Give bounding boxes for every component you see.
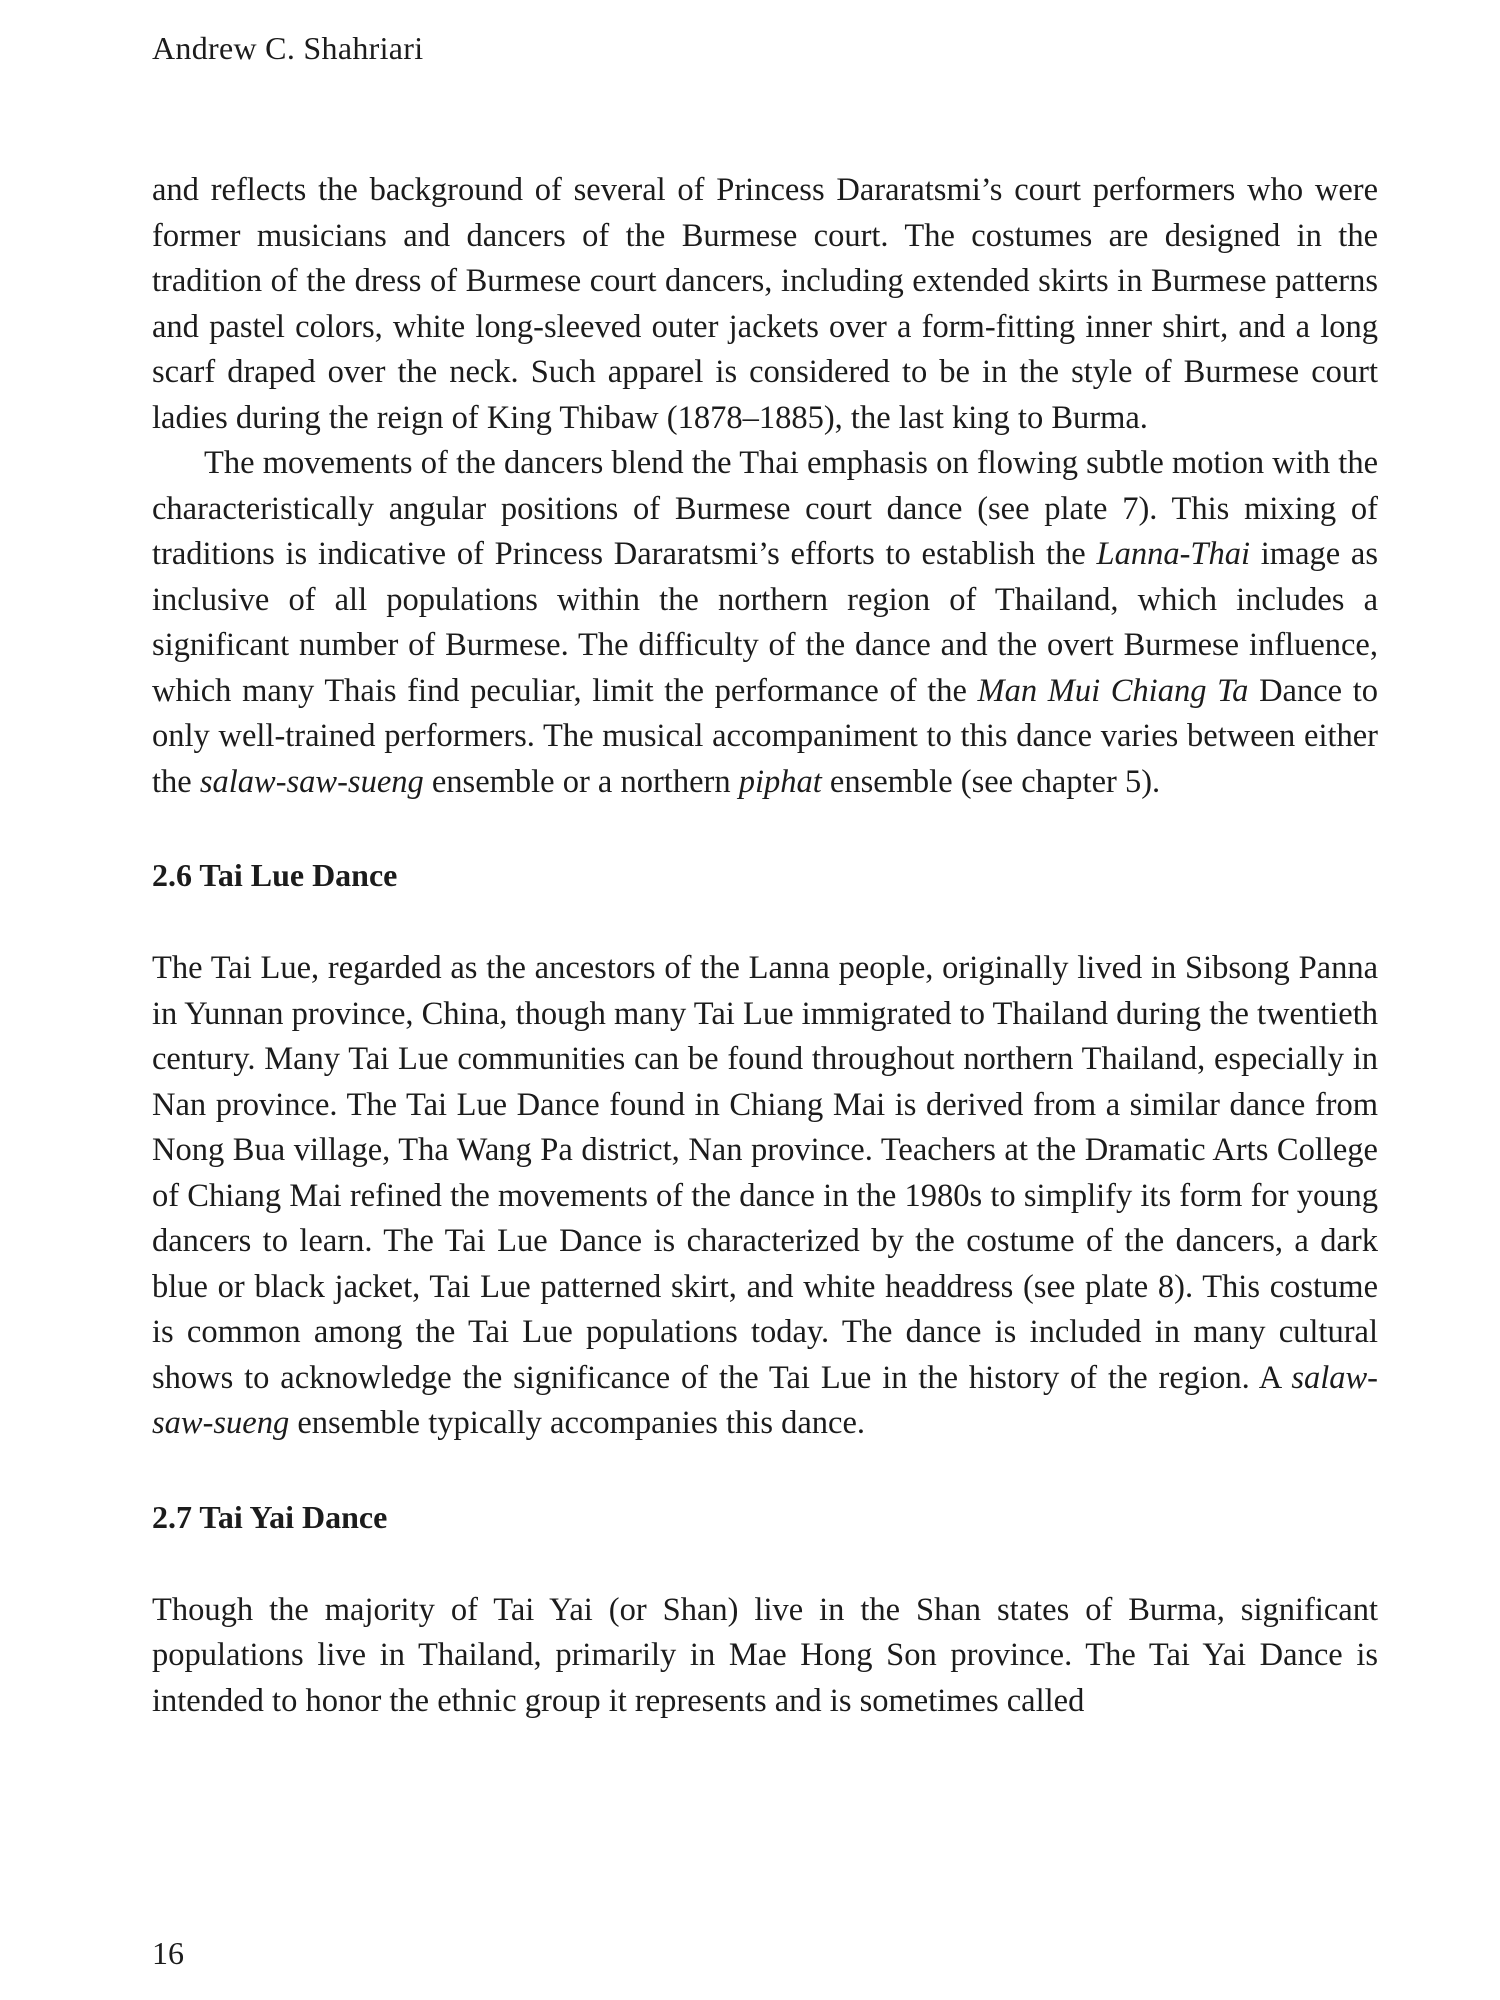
paragraph-burmese-costume: and reflects the background of several of Princess Dararatsmi’s court performers who were former musicians and dancers of the Burmese court. The costumes are designed in the tradition of the dress of Burmese court dancers, including extended skirts in Burmese patterns and pastel colors, white long-sleeved outer jackets over a form-fitting inner shirt, and a long scarf draped over the neck. Such apparel is considered to be in the style of Burmese court ladies during the reign of King Thibaw (1878–1885), the last king to Burma. bbox=[152, 172, 1378, 436]
italic-term-salaw-saw-sueng: salaw-saw-sueng bbox=[152, 1359, 1378, 1441]
book-page bbox=[152, 0, 1378, 2000]
italic-term-piphat: piphat bbox=[738, 763, 822, 800]
running-head-author: Andrew C. Shahriari bbox=[152, 30, 424, 66]
paragraph-tai-yai: Though the majority of Tai Yai (or Shan) live in the Shan states of Burma, significant populations live in Thailand, primarily in Mae Hong Son province. The Tai Yai Dance is intended to honor the ethnic group it represents and is sometimes called bbox=[152, 1591, 1378, 1719]
text-run: ensemble typically accompanies this dance. bbox=[289, 1405, 865, 1441]
text-run: image as inclusive of all populations within the northern region of Thailand, which includes a significant number of Burmese. The difficulty of the dance and the overt Burmese influence, which many Thais find peculiar, limit the performance of the bbox=[152, 536, 1378, 709]
body-text bbox=[152, 168, 1378, 1724]
text-run: ensemble (see chapter 5). bbox=[821, 763, 1161, 800]
italic-term-man-mui-chiang-ta: Man Mui Chiang Ta bbox=[977, 672, 1249, 709]
section-heading-tai-yai: 2.7 Tai Yai Dance bbox=[152, 1498, 388, 1535]
text-run: The Tai Lue, regarded as the ancestors of the Lanna people, originally lived in Sibsong Panna in Yunnan province, China, though many Tai Lue immigrated to Thailand during the twentieth century. Many Tai Lue communities can be found throughout northern Thailand, especially in Nan province. The Tai Lue Dance found in Chiang Mai is derived from a similar dance from Nong Bua village, Tha Wang Pa district, Nan province. Teachers at the Dramatic Arts College of Chiang Mai refined the movements of the dance in the 1980s to simplify its form for young dancers to learn. The Tai Lue Dance is characterized by the costume of the dancers, a dark blue or black jacket, Tai Lue patterned skirt, and white headdress (see plate 8). This costume is common among the Tai Lue populations today. The dance is included in many cultural shows to acknowledge the significance of the Tai Lue in the history of the region. A bbox=[152, 950, 1378, 1396]
section-heading-tai-lue: 2.6 Tai Lue Dance bbox=[152, 857, 398, 893]
text-run: Dance to only well-trained performers. The musical accompaniment to this dance varies between either the bbox=[152, 672, 1378, 800]
text-run: ensemble or a northern bbox=[423, 763, 739, 800]
italic-term-salaw-saw-sueng: salaw-saw-sueng bbox=[199, 763, 424, 800]
paragraph-movements bbox=[152, 441, 1378, 805]
text-run: The movements of the dancers blend the Thai emphasis on flowing subtle motion with the characteristically angular positions of Burmese court dance (see plate 7). This mixing of traditions is indicative of Princess Dararatsmi’s efforts to establish the bbox=[152, 445, 1378, 572]
italic-term-lanna-thai: Lanna-Thai bbox=[1096, 536, 1251, 572]
paragraph-tai-lue bbox=[152, 946, 1378, 1447]
page-number: 16 bbox=[152, 1935, 184, 1971]
